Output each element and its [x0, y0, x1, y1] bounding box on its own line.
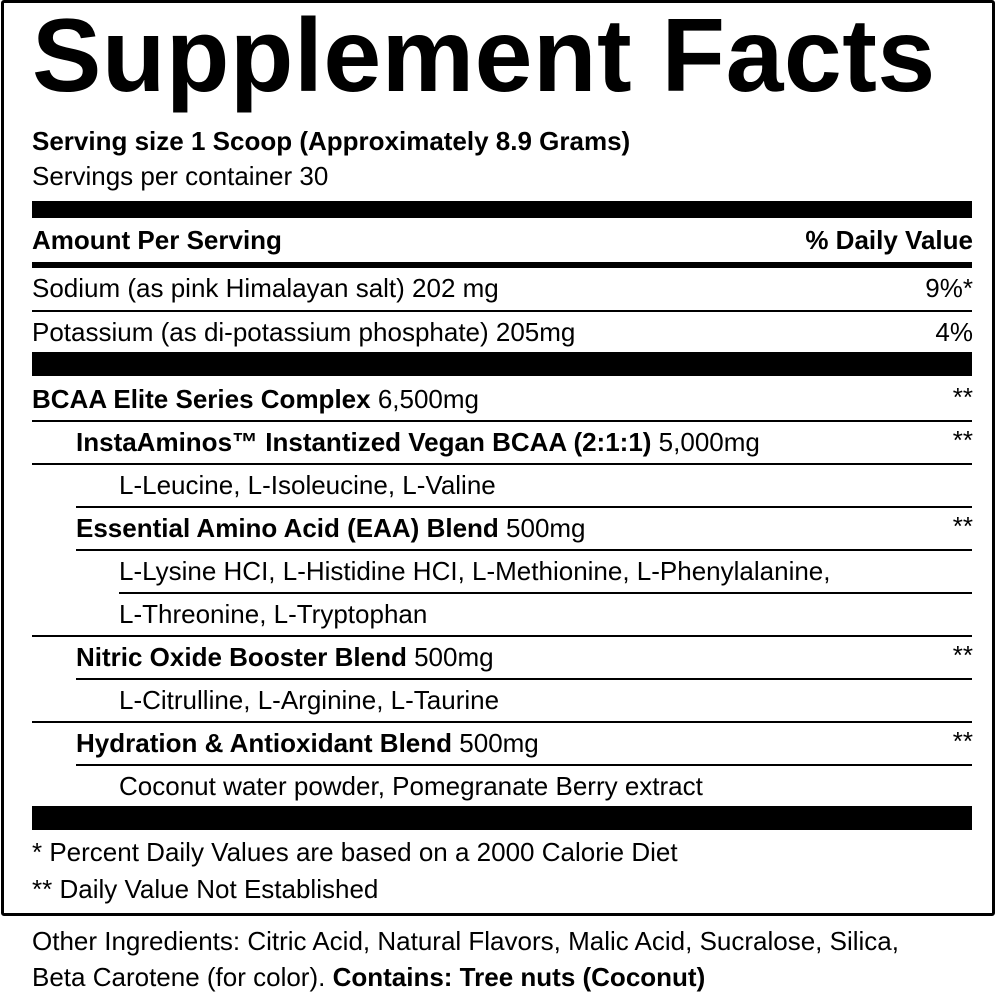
blend-ingredients: [119, 465, 496, 505]
blend-row: [76, 637, 494, 677]
sodium-label: Sodium (as pink Himalayan salt) 202 mg: [32, 273, 499, 303]
potassium-row: [32, 312, 575, 352]
blend-row: [76, 723, 539, 763]
other-ingredients-line1: Other Ingredients: Citric Acid, Natural Flavors, Malic Acid, Sucralose, Silica,: [32, 926, 899, 956]
complex-name: BCAA Elite Series Complex: [32, 384, 371, 414]
amount-label: Amount Per Serving: [32, 225, 282, 255]
blend-dv: **: [952, 511, 973, 541]
blend-ingredients: [119, 766, 703, 806]
blend-amount: 500mg: [452, 728, 539, 758]
sodium-row: [32, 268, 499, 308]
daily-value-label: % Daily Value: [805, 225, 973, 255]
blend-row: [76, 508, 586, 548]
other-ingredients-line2: Beta Carotene (for color).: [32, 962, 333, 992]
ingredient-line: L-Threonine, L-Tryptophan: [119, 599, 428, 629]
sodium-dv: 9%*: [925, 273, 973, 303]
blend-ingredients: [119, 594, 427, 634]
blend-amount: 5,000mg: [651, 427, 760, 457]
other-ingredients: [32, 926, 899, 957]
thick-divider: [32, 201, 972, 218]
potassium-label: Potassium (as di-potassium phosphate) 205mg: [32, 317, 576, 347]
ingredient-line: L-Leucine, L-Isoleucine, L-Valine: [119, 470, 496, 500]
blend-amount: 500mg: [406, 642, 494, 672]
blend-ingredients: [119, 551, 830, 591]
potassium-dv: 4%: [935, 317, 973, 347]
blend-name: Hydration & Antioxidant Blend: [76, 728, 453, 758]
thick-divider: [32, 806, 972, 830]
blend-name: Nitric Oxide Booster Blend: [76, 642, 407, 672]
ingredient-line: Coconut water powder, Pomegranate Berry extract: [119, 771, 703, 801]
thick-divider: [32, 352, 972, 376]
panel-title: Supplement Facts: [32, 0, 936, 114]
ingredient-line: L-Citrulline, L-Arginine, L-Taurine: [119, 685, 500, 715]
blend-dv: **: [952, 726, 973, 756]
blend-ingredients: [119, 680, 499, 720]
other-ingredients-contains: [32, 962, 705, 993]
complex-dv: **: [952, 382, 973, 412]
blend-row: [76, 422, 760, 462]
footnote-percent-dv: * Percent Daily Values are based on a 2000 Calorie Diet: [32, 837, 678, 867]
blend-dv: **: [952, 425, 973, 455]
amount-per-serving-label: [32, 220, 282, 260]
blend-name: InstaAminos™ Instantized Vegan BCAA (2:1:1): [76, 427, 652, 457]
ingredient-line: L-Lysine HCI, L-Histidine HCI, L-Methionine, L-Phenylalanine,: [119, 556, 831, 586]
footnote-dv-not-established: ** Daily Value Not Established: [32, 874, 379, 904]
servings-per-container: Servings per container 30: [32, 161, 329, 191]
allergen-statement: Contains: Tree nuts (Coconut): [332, 962, 706, 992]
blend-amount: 500mg: [498, 513, 586, 543]
blend-dv: **: [952, 640, 973, 670]
blend-name: Essential Amino Acid (EAA) Blend: [76, 513, 499, 543]
complex-row: [32, 379, 479, 419]
serving-size: Serving size 1 Scoop (Approximately 8.9 Grams): [32, 126, 631, 156]
complex-amount: 6,500mg: [370, 384, 479, 414]
